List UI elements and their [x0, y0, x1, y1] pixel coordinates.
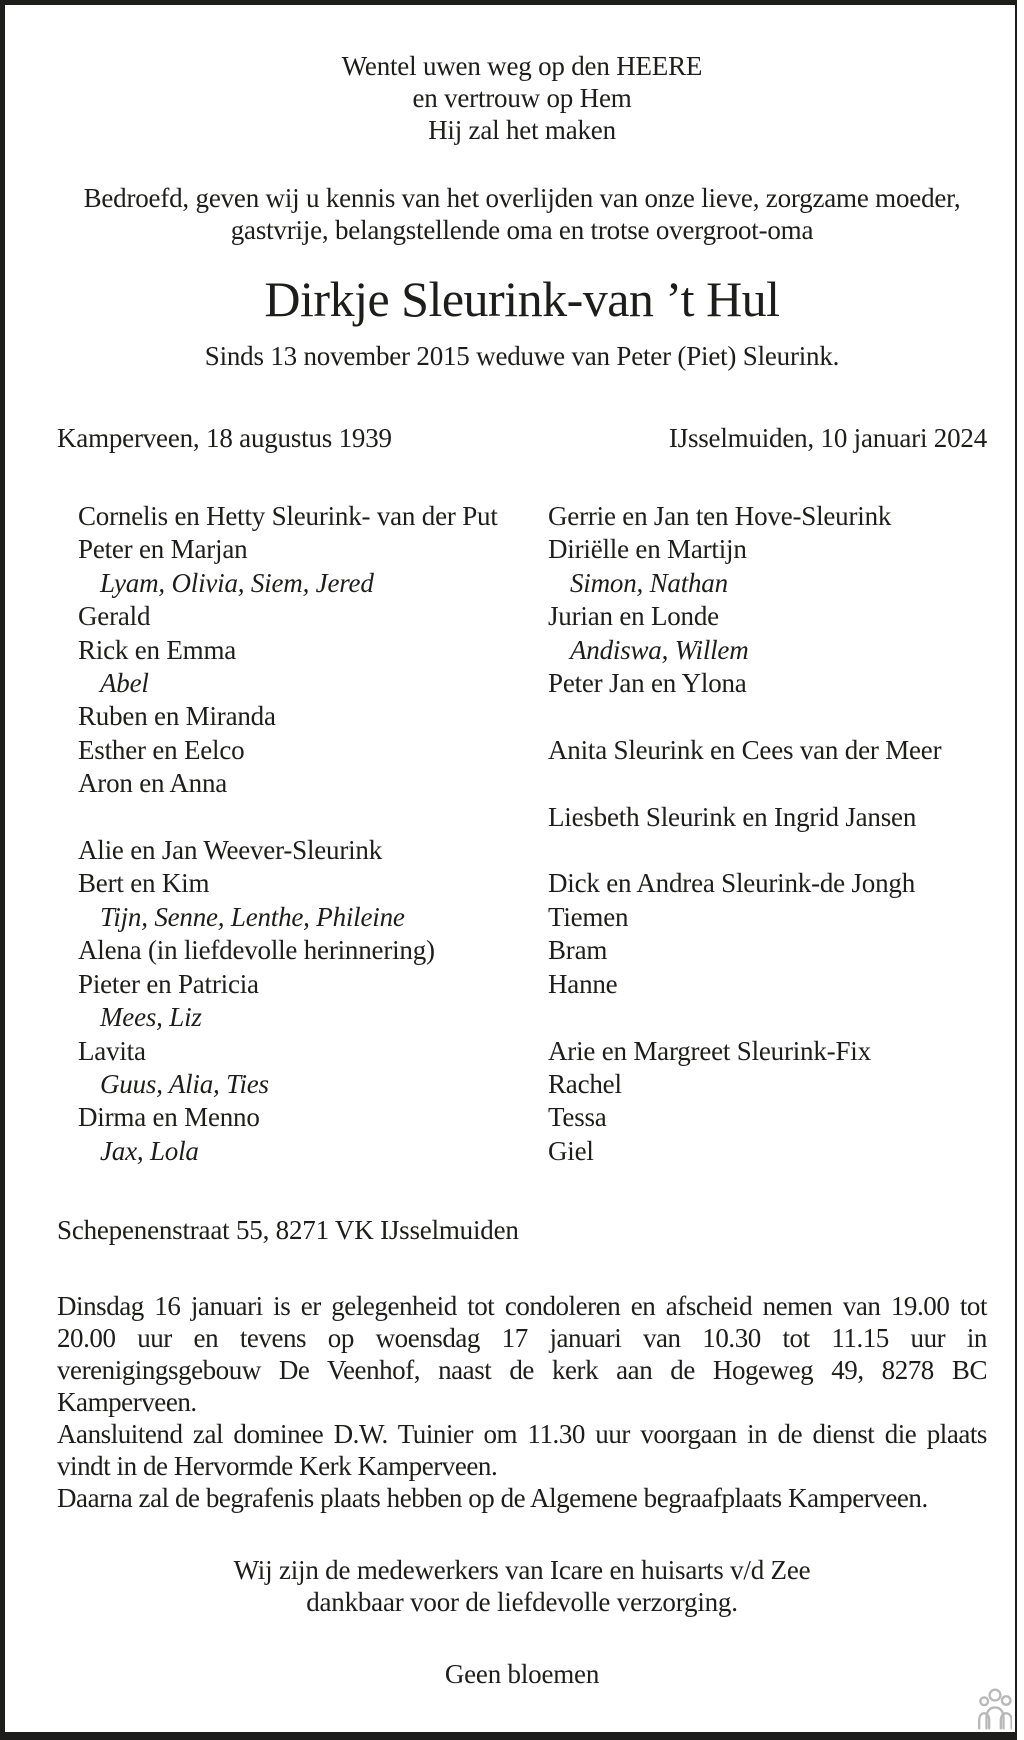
family-member-line: Cornelis en Hetty Sleurink- van der Put: [78, 501, 498, 531]
home-address: Schepenenstraat 55, 8271 VK IJsselmuiden: [57, 1215, 519, 1246]
quote-line: en vertrouw op Hem: [412, 83, 632, 113]
family-member-line: Gerald: [78, 601, 151, 632]
family-member-line: Alie en Jan Weever-Sleurink: [78, 835, 383, 866]
service-paragraph: Daarna zal de begrafenis plaats hebben op de Algemene begraafplaats Kamperveen.: [57, 1483, 928, 1514]
family-member-line: Peter Jan en Ylona: [548, 668, 747, 699]
deceased-name: Dirkje Sleurink-van ’t Hul: [264, 271, 780, 327]
acknowledgement-line: dankbaar voor de liefdevolle verzorging.: [306, 1587, 738, 1618]
family-member-line: Esther en Eelco: [78, 734, 245, 765]
family-member-line: [548, 700, 987, 733]
no-flowers-note: Geen bloemen: [444, 1659, 600, 1690]
family-member-line: Bert en Kim: [78, 868, 210, 899]
family-member-line: Rick en Emma: [78, 634, 237, 665]
family-member-line: Jurian en Londe: [548, 601, 719, 632]
family-member-line: Tessa: [548, 1102, 607, 1133]
service-paragraph: Aansluitend zal dominee D.W. Tuinier om 11.30 uur voorgaan in de dienst die plaats vindt in de Hervormde Kerk Kamperveen.: [57, 1419, 987, 1482]
acknowledgement: [57, 1554, 987, 1618]
family-member-line: Guus, Alia, Ties: [100, 1068, 269, 1099]
family-member-line: Tiemen: [548, 901, 629, 932]
family-member-line: Hanne: [548, 968, 618, 999]
family-member-line: Simon, Nathan: [570, 567, 728, 598]
family-column-left: [78, 500, 548, 1168]
family-member-line: Abel: [100, 668, 149, 699]
family-member-line: [548, 834, 987, 867]
birth-place-date: Kamperveen, 18 augustus 1939: [57, 423, 392, 453]
quote-line: Wentel uwen weg op den HEERE: [341, 51, 703, 81]
family-column-right: [548, 500, 987, 1168]
family-member-line: Dick en Andrea Sleurink-de Jongh: [548, 868, 916, 899]
memorial-quote: [57, 0, 987, 146]
service-paragraph: Dinsdag 16 januari is er gelegenheid tot condoleren en afscheid nemen van 19.00 tot 20.00 uur en tevens op woensdag 17 januari van 10.30 tot 11.15 uur in verenigingsgebouw De Veenhof, naast de kerk aan de Hogeweg 49, 8278 BC Kamperveen.: [57, 1291, 987, 1418]
family-member-line: Bram: [548, 935, 608, 966]
announcement-text: [57, 182, 987, 246]
family-member-line: Pieter en Patricia: [78, 968, 259, 999]
family-member-line: [78, 801, 548, 834]
quote-line: Hij zal het maken: [428, 115, 616, 145]
family-member-line: Anita Sleurink en Cees van der Meer: [548, 734, 942, 765]
family-member-line: Mees, Liz: [100, 1002, 202, 1033]
family-member-line: Tijn, Senne, Lenthe, Phileine: [100, 901, 405, 932]
family-member-line: Dirma en Menno: [78, 1102, 260, 1133]
service-details: [57, 1290, 987, 1514]
family-member-line: Rachel: [548, 1068, 622, 1099]
family-icon: [978, 1688, 1012, 1730]
announcement-line: Bedroefd, geven wij u kennis van het overlijden van onze lieve, zorgzame moeder,: [83, 183, 961, 213]
family-member-line: Liesbeth Sleurink en Ingrid Jansen: [548, 801, 917, 832]
family-member-line: Alena (in liefdevolle herinnering): [78, 935, 435, 966]
acknowledgement-line: Wij zijn de medewerkers van Icare en huisarts v/d Zee: [233, 1555, 811, 1586]
family-member-line: Aron en Anna: [78, 768, 228, 799]
family-member-line: Andiswa, Willem: [570, 634, 749, 665]
family-member-line: Gerrie en Jan ten Hove-Sleurink: [548, 501, 892, 531]
family-member-line: [548, 767, 987, 800]
family-member-line: Lyam, Olivia, Siem, Jered: [100, 567, 374, 598]
family-member-line: Ruben en Miranda: [78, 701, 276, 732]
family-member-line: Lavita: [78, 1035, 146, 1066]
family-names-section: [57, 500, 987, 1168]
birth-death-row: [57, 422, 987, 454]
family-member-line: Arie en Margreet Sleurink-Fix: [548, 1035, 871, 1066]
family-member-line: Giel: [548, 1135, 594, 1166]
announcement-line: gastvrije, belangstellende oma en trotse overgroot-oma: [230, 215, 814, 245]
death-place-date: IJsselmuiden, 10 januari 2024: [668, 423, 987, 453]
family-member-line: Peter en Marjan: [78, 534, 248, 565]
family-member-line: Jax, Lola: [100, 1135, 199, 1166]
family-member-line: Diriëlle en Martijn: [548, 534, 747, 565]
family-member-line: [548, 1001, 987, 1034]
widow-status-line: Sinds 13 november 2015 weduwe van Peter (Piet) Sleurink.: [204, 341, 840, 371]
